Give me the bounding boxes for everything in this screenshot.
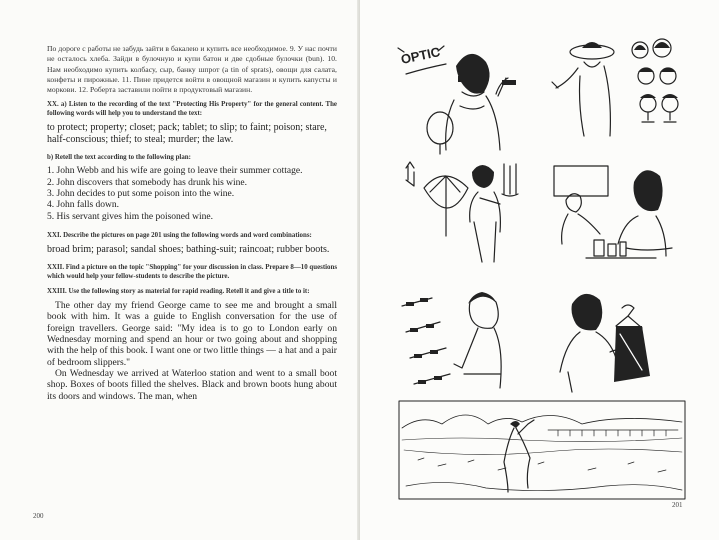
illustration-shoe-shop	[398, 292, 528, 402]
page-number-left: 200	[33, 512, 44, 520]
illustration-clothes-shop	[550, 288, 670, 398]
illustration-optician	[394, 36, 524, 156]
story-paragraph-1: The other day my friend George came to see me and brought a small book with him. It was a guide to English conversation for the use of foreign travellers. George said: "My idea is to go to London early on Wednesday morning and spend an hour or two going about and shopping with the help of this book. I want one or two little things — a hat and a pair of bedroom slippers."	[47, 299, 337, 368]
plan-item: 4. John falls down.	[47, 200, 120, 211]
vocab-xx: to protect; property; closet; pack; tablet; to slip; to faint; poison; stare, half-conscious; thief; to steal; murder; the law.	[47, 122, 327, 146]
retell-plan	[47, 166, 337, 222]
illustration-umbrella-shop	[400, 158, 520, 268]
task-xxii: XXII. Find a picture on the topic "Shopping" for your discussion in class. Prepare 8—10 questions which would help your fellow-students to describe the picture.	[47, 263, 337, 280]
right-page	[360, 0, 719, 540]
plan-item: 5. His servant gives him the poisoned wine.	[47, 211, 213, 222]
task-xxi: XXI. Describe the pictures on page 201 using the following words and word combinations:	[47, 231, 312, 239]
illustration-beach	[398, 400, 686, 500]
task-xx-a: XX. a) Listen to the recording of the text "Protecting His Property" for the general content. The following words will help you to understand the text:	[47, 101, 337, 118]
plan-item: 3. John decides to put some poison into the wine.	[47, 189, 235, 200]
illustration-cosmetics	[546, 160, 676, 270]
vocab-xxi: broad brim; parasol; sandal shoes; bathing-suit; raincoat; rubber boots.	[47, 243, 330, 255]
plan-item: 1. John Webb and his wife are going to leave their summer cottage.	[47, 166, 303, 177]
task-xx-b: b) Retell the text according to the following plan:	[47, 154, 191, 162]
story-paragraph-2: On Wednesday we arrived at Waterloo station and went to a small boot shop. Boxes of boots filled the shelves. Black and brown boots hung about its doors and windows. The man, when	[47, 368, 337, 402]
plan-item: 2. John discovers that somebody has drunk his wine.	[47, 177, 248, 188]
page-number-right: 201	[672, 501, 683, 509]
optic-sign: OPTIC	[399, 44, 442, 67]
left-text-column	[47, 44, 337, 402]
russian-paragraph: По дороге с работы не забудь зайти в бакалею и купить все необходимое. 9. У нас почти не осталось хлеба. Зайди в булочную и купи батон и две сдобные булочки (bun). 10. Нам необходимо купить колбасу, сыр, банку шпрот (a tin of sprats), овощи для салата, конфеты и пирожные. 11. Пине придется войти в овощной магазин и купить капусты и моркови. 12. Роберта заставили пойти в продуктовый магазин.	[47, 44, 337, 95]
task-xxiii: XXIII. Use the following story as material for rapid reading. Retell it and give a title to it:	[47, 287, 310, 295]
illustration-hat-shop	[544, 36, 684, 146]
